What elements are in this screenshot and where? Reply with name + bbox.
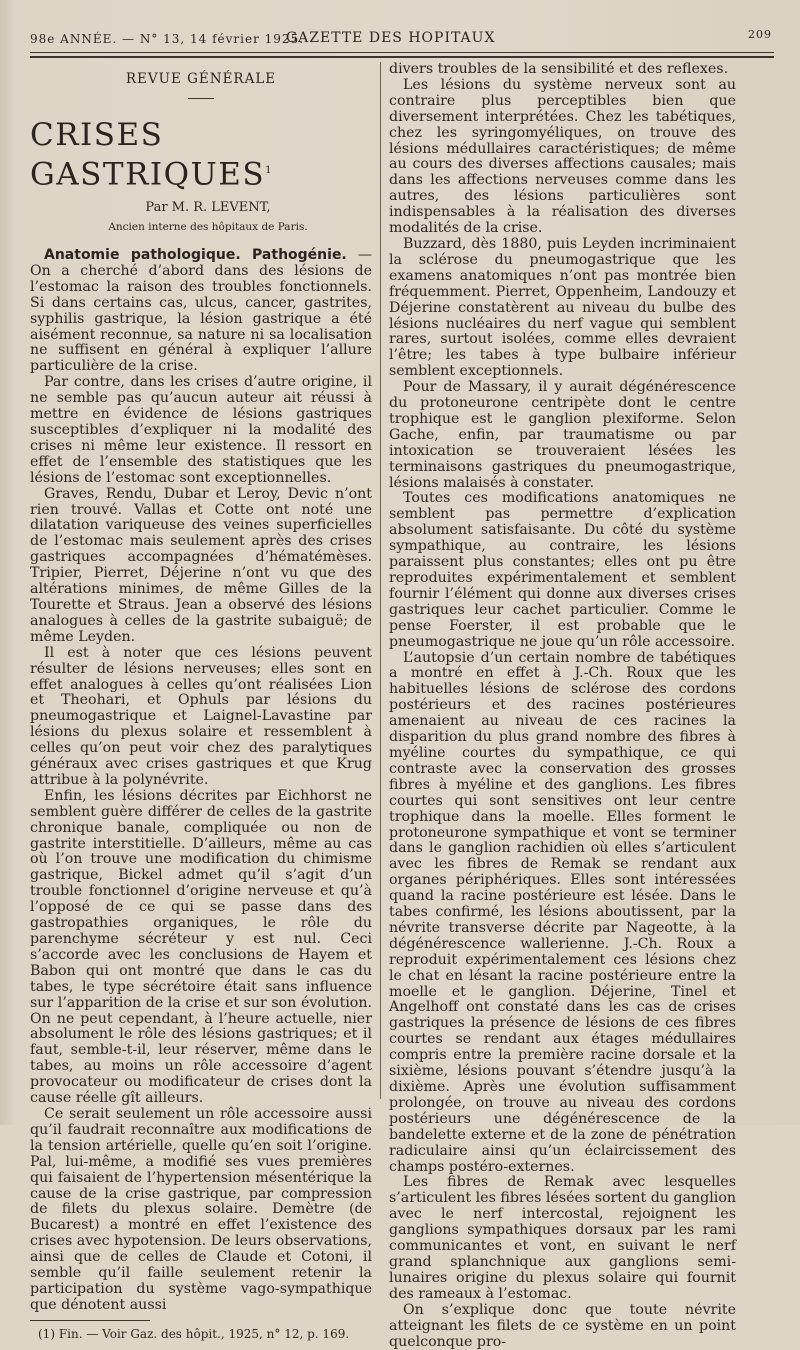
paragraph: Graves, Rendu, Dubar et Leroy, Devic n’ont rien trouvé. Vallas et Cotte ont noté une dilatation variqueuse des veines superficielles de l’estomac mais seulement après des crises gastriques accompagnées d’hématémèses. Tripier, Pierret, Déjerine n’ont vu que des altérations minimes, de même Gilles de la Tourette et Straus. Jean a observé des lésions analogues à celles de la gastrite subaiguë; de même Leyden. xyxy=(30,485,372,645)
page-number: 209 xyxy=(748,28,772,41)
subsection-heading: Anatomie pathologique. Pathogénie. xyxy=(44,247,347,264)
paragraph: On s’explique donc que toute névrite atteignant les filets de ce système en un point quelconque pro- xyxy=(389,1301,736,1350)
paragraph xyxy=(30,248,372,375)
paragraph: Enfin, les lésions décrites par Eichhorst ne semblent guère différer de celles de la gastrite chronique banale, compliquée ou non de gastrite interstitielle. D’ailleurs, même au cas où l’on trouve une modification du chimisme gastrique, Bickel admet qu’il s’agit d’un trouble fonctionnel d’origine nerveuse et qu’à l’opposé de ce qui se passe dans des gastropathies organiques, le rôle du parenchyme sécréteur y est nul. Ceci s’accorde avec les conclusions de Hayem et Babon qui ont montré que dans le cas du tabes, le type sécrétoire était sans influence sur l’apparition de la crise et sur son évolution. On ne peut cependant, à l’heure actuelle, nier absolument le rôle des lésions gastriques; et il faut, semble-t-il, leur réserver, même dans le tabes, au moins un rôle accessoire d’agent provocateur ou modificateur de crises dont la cause réelle gît ailleurs. xyxy=(30,787,372,1107)
paragraph: Toutes ces modifications anatomiques ne semblent pas permettre d’explication absolument satisfaisante. Du côté du système sympathique, au contraire, les lésions paraissent plus constantes; elles ont pu être reproduites expérimentalement et semblent fournir l’élément qui donne aux diverses crises gastriques leur cachet particulier. Comme le pense Foerster, il est probable que le pneumogastrique ne joue qu’un rôle accessoire. xyxy=(389,490,736,650)
paragraph: Pour de Massary, il y aurait dégénérescence du protoneurone centripète dont le centre trophique est le ganglion plexiforme. Selon Gache, enfin, par traumatisme ou par intoxication se trouveraient lésées les terminaisons gastriques du pneumogastrique, lésions malaisés à constater. xyxy=(389,379,736,491)
paragraph: Les fibres de Remak avec lesquelles s’articulent les fibres lésées sortent du ganglion avec le nerf intercostal, rejoignent les ganglions sympathiques dorsaux par les rami communicantes et vont, en suivant le nerf grand splanchnique aux ganglions semi-lunaires origine du plexus solaire qui fournit des rameaux à l’estomac. xyxy=(389,1174,736,1302)
header-rule xyxy=(30,52,774,53)
journal-title: GAZETTE DES HOPITAUX xyxy=(286,30,496,46)
author: Par M. R. LEVENT, xyxy=(145,200,271,216)
paragraph: L’autopsie d’un certain nombre de tabétiques a montré en effet à J.-Ch. Roux que les habituelles lésions de sclérose des cordons postérieurs et des racines postérieures amenaient au niveau de ces racines la disparition du plus grand nombre des fibres à myéline courtes du sympathique, ce qui contraste avec la conservation des grosses fibres à myéline et des ganglions. Les fibres courtes qui sont sensitives ont leur centre trophique dans la moelle. Elles forment le protoneurone sympathique et vont se terminer dans le ganglion rachidien où elles s’articulent avec les fibres de Remak se rendant aux organes périphériques. Elles sont intéressées quand la racine postérieure est lésée. Dans le tabes confirmé, les lésions aboutissent, par la névrite transverse décrite par Nageotte, à la dégénérescence wallerienne. J.-Ch. Roux a reproduit expérimentalement ces lésions chez le chat en lésant la racine postérieure entre la moelle et le ganglion. Déjerine, Tinel et Angelhoff ont constaté dans les cas de crises gastriques la présence de lésions de ces fibres courtes se rendant aux étages médullaires compris entre la première racine dorsale et la sixième, lésions pouvant s’étendre jusqu’à la dixième. Après une évolution suffisamment prolongée, on trouve au niveau des cordons postérieurs une dégénérescence de la bandelette externe et de la zone de pénétration radiculaire ainsi qu’un éclaircissement des champs postéro-externes. xyxy=(389,649,736,1175)
article-title xyxy=(30,117,372,192)
author-role: Ancien interne des hôpitaux de Paris. xyxy=(108,221,308,234)
section-rule xyxy=(188,98,214,99)
header-rule-thick xyxy=(30,56,774,58)
issue-info: 98e ANNÉE. — N° 13, 14 février 1925. xyxy=(30,32,305,46)
paragraph-text: — On a cherché d’abord dans des lésions de l’estomac la raison des troubles fonctionnels. Si dans certains cas, ulcus, cancer, gastrites, syphilis gastrique, la lésion gastrique a été aisément reconnue, sa nature ni sa localisation ne suffisent en général à expliquer l’allure particulière de la crise. xyxy=(30,247,372,375)
paragraph: Par contre, dans les crises d’autre origine, il ne semble pas qu’aucun auteur ait réussi à mettre en évidence de lésions gastriques susceptibles d’expliquer ni la modalité des crises ni même leur existence. Il ressort en effet de l’ensemble des statistiques que les lésions de l’estomac sont exceptionnelles. xyxy=(30,374,372,486)
title-footnote-mark: 1 xyxy=(265,164,273,176)
paragraph: Il est à noter que ces lésions peuvent résulter de lésions nerveuses; elles sont en effet analogues à celles qu’ont réalisées Lion et Theohari, et Ophuls par lésions du pneumogastrique et Laignel-Lavastine par lésions du plexus solaire et ressemblent à celles qu’on peut voir chez des paralytiques généraux avec crises gastriques et que Krug attribue à la polynévrite. xyxy=(30,644,372,788)
footnote: (1) Fin. — Voir Gaz. des hôpit., 1925, n° 12, p. 169. xyxy=(38,1326,350,1341)
paragraph: Buzzard, dès 1880, puis Leyden incriminaient la sclérose du pneumogastrique que les examens anatomiques n’ont pas montrée bien fréquemment. Pierret, Oppenheim, Landouzy et Déjerine constatèrent au niveau du bulbe des lésions nucléaires du nerf vague qui semblent rares, surtout isolées, comme elles devraient l’être; les tabes à type bulbaire inférieur semblent exceptionnels. xyxy=(389,235,736,380)
paragraph: Ce serait seulement un rôle accessoire aussi qu’il faudrait reconnaître aux modifications de la tension artérielle, quelle qu’en soit l’origine. Pal, lui-même, a modifié ses vues premières qui faisaient de l’hypertension mésentérique la cause de la crise gastrique, par compression de filets du plexus solaire. Demètre (de Bucarest) a montré en effet l’existence des crises avec hypotension. De leurs observations, ainsi que de celles de Claude et Cotoni, il semble qu’il faille seulement retenir la participation du système vago-sympathique que dénotent aussi xyxy=(30,1105,372,1313)
paragraph: divers troubles de la sensibilité et des reflexes. xyxy=(389,61,729,77)
right-column xyxy=(389,62,736,1350)
column-divider xyxy=(380,62,381,1099)
article-title-text: CRISES GASTRIQUES xyxy=(30,116,266,193)
section-label: REVUE GÉNÉRALE xyxy=(125,71,277,87)
footnote-rule xyxy=(30,1320,150,1321)
left-column xyxy=(30,62,372,1341)
paragraph: Les lésions du système nerveux sont au contraire plus perceptibles bien que diversement interprétées. Chez les tabétiques, chez les syringomyéliques, on trouve des lésions médullaires caractéristiques; de même au cours des diverses affections causales; mais dans les affections nerveuses comme dans les autres, des lésions particulières sont indispensables à la réalisation des diverses modalités de la crise. xyxy=(389,76,736,237)
